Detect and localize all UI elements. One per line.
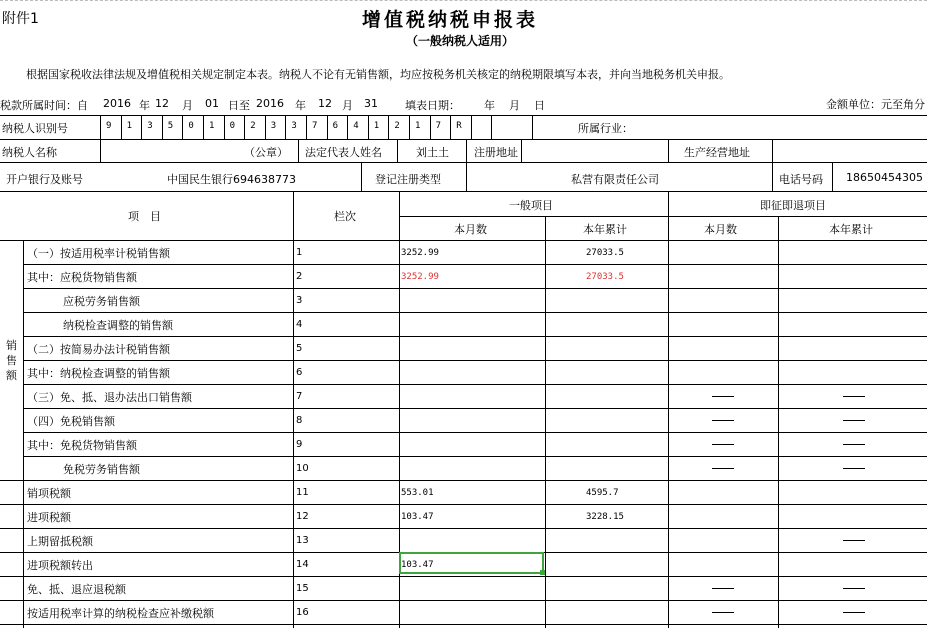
taxpayer-id-digit[interactable]: 9 [106,121,112,131]
grid-line [0,115,927,116]
row-line-no: 14 [296,559,309,570]
grid-line [0,576,927,577]
taxpayer-id-digit[interactable]: 2 [394,121,400,131]
taxpayer-id-digit[interactable]: 1 [126,121,133,131]
grid-line [668,139,669,162]
grid-line [0,528,927,529]
general-month-cell[interactable]: 3252.99 [401,248,439,258]
header-general-year: 本年累计 [583,223,627,236]
row-label: 销项税额 [27,487,71,500]
row-line-no: 3 [296,295,303,306]
general-month-cell[interactable]: 103.47 [401,560,434,570]
period-to-month[interactable]: 12 [318,97,332,110]
grid-line [491,115,492,139]
row-label: （一）按适用税率计税销售额 [27,247,170,260]
taxpayer-id-digit[interactable]: 0 [229,121,236,131]
grid-line [450,115,451,139]
grid-line [400,216,927,217]
grid-line [532,115,533,139]
biz-address-label: 生产经营地址 [684,146,750,159]
legal-rep-name[interactable]: 刘土土 [416,146,449,159]
row-line-no: 4 [296,319,303,330]
row-line-no: 1 [296,247,303,258]
row-label: 免、抵、退应退税额 [27,583,126,596]
row-label: 其中：纳税检查调整的销售额 [27,367,170,380]
grid-line [203,115,204,139]
taxpayer-id-digit[interactable]: 3 [147,121,153,131]
reg-address-label: 注册地址 [474,146,518,159]
na-dash [843,588,865,589]
header-refund-month: 本月数 [704,223,737,236]
taxpayer-name-label: 纳税人名称 [2,146,57,159]
grid-line [224,115,225,139]
header-line-no: 栏次 [334,210,356,223]
page-top-border [0,0,927,1]
taxpayer-id-digit[interactable]: R [456,121,462,131]
row-label: 免税劳务销售额 [63,463,140,476]
row-line-no: 16 [296,607,309,618]
bank-account-label: 开户银行及账号 [6,173,83,186]
grid-line [521,139,522,162]
row-label: 其中：应税货物销售额 [27,271,137,284]
grid-line [23,240,24,628]
form-subtitle: （一般纳税人适用） [406,34,515,48]
general-month-cell[interactable]: 103.47 [401,512,434,522]
month-unit: 月 [342,99,353,112]
fill-handle[interactable] [540,570,545,575]
row-label: 进项税额转出 [27,559,93,572]
grid-line [772,139,773,162]
form-title: 增值税纳税申报表 [362,9,539,31]
grid-line [0,624,927,625]
grid-line [244,115,245,139]
grid-line [23,288,927,289]
taxpayer-id-digit[interactable]: 1 [373,121,380,131]
period-from-year[interactable]: 2016 [103,97,131,110]
fill-month-unit: 月 [509,99,520,112]
grid-line [0,191,927,192]
na-dash [712,420,734,421]
na-dash [712,612,734,613]
row-line-no: 2 [296,271,303,282]
header-refund-year: 本年累计 [829,223,873,236]
na-dash [843,540,865,541]
fill-date-label: 填表日期： [405,99,460,112]
header-general: 一般项目 [509,199,553,212]
taxpayer-id-digit[interactable]: 7 [435,121,442,131]
section-divider [0,480,927,481]
grid-line [361,162,362,191]
period-to-year[interactable]: 2016 [256,97,284,110]
grid-line [306,115,307,139]
grid-line [368,115,369,139]
fill-day-unit: 日 [534,99,545,112]
period-label: 税款所属时间：自 [0,99,88,112]
na-dash [712,444,734,445]
bank-account-value[interactable]: 中国民生银行694638773 [167,173,296,186]
grid-line [23,312,927,313]
grid-line [327,115,328,139]
seal-label: （公章） [244,146,288,159]
grid-line [397,139,398,162]
fill-year-unit: 年 [484,99,495,112]
attachment-label: 附件1 [2,11,39,27]
row-line-no: 11 [296,487,309,498]
grid-line [0,240,927,241]
grid-line [0,162,927,163]
row-line-no: 5 [296,343,303,354]
industry-label: 所属行业： [578,122,633,135]
grid-line [23,408,927,409]
taxpayer-id-digit[interactable]: 0 [188,121,194,131]
grid-line [23,384,927,385]
na-dash [843,612,865,613]
grid-line [347,115,348,139]
grid-line [778,216,779,628]
row-label: （三）免、抵、退办法出口销售额 [27,391,192,404]
taxpayer-id-digit[interactable]: 3 [270,121,277,131]
grid-line [545,216,546,628]
taxpayer-id-digit[interactable]: 7 [312,121,318,131]
taxpayer-id-digit[interactable]: 3 [291,121,297,131]
taxpayer-id-digit[interactable]: 5 [167,121,174,131]
row-label: 按适用税率计算的纳税检查应补缴税额 [27,607,214,620]
period-from-month[interactable]: 12 [155,97,169,110]
phone-label: 电话号码 [779,173,823,186]
form-notice: 根据国家税收法律法规及增值税相关规定制定本表。纳税人不论有无销售额，均应按税务机关核定的纳税期限填写本表，并向当地税务机关申报。 [26,68,730,81]
grid-line [0,504,927,505]
day-to-unit: 日至 [228,99,250,112]
general-month-cell[interactable]: 553.01 [401,488,434,498]
grid-line [772,162,773,191]
taxpayer-id-digit[interactable]: 4 [353,121,359,131]
grid-line [409,115,410,139]
na-dash [843,420,865,421]
legal-rep-label: 法定代表人姓名 [305,146,382,159]
row-label: （四）免税销售额 [27,415,115,428]
grid-line [23,264,927,265]
month-unit: 月 [182,99,193,112]
taxpayer-id-label: 纳税人识别号 [2,122,68,135]
phone-value[interactable]: 18650454305 [846,171,923,184]
grid-line [430,115,431,139]
na-dash [843,468,865,469]
row-line-no: 13 [296,535,309,546]
row-label: 其中：免税货物销售额 [27,439,137,452]
row-line-no: 15 [296,583,309,594]
row-line-no: 12 [296,511,309,522]
grid-line [23,456,927,457]
general-year-cell[interactable]: 27033.5 [586,248,624,258]
grid-line [141,115,142,139]
grid-line [466,139,467,162]
grid-line [668,191,669,628]
row-label: （二）按简易办法计税销售额 [27,343,170,356]
row-label: 纳税检查调整的销售额 [63,319,173,332]
general-year-cell[interactable]: 3228.15 [586,512,624,522]
na-dash [712,588,734,589]
grid-line [265,115,266,139]
grid-line [23,336,927,337]
grid-line [285,115,286,139]
row-label: 进项税额 [27,511,71,524]
row-line-no: 7 [296,391,303,402]
period-from-day[interactable]: 01 [205,97,219,110]
grid-line [388,115,389,139]
row-label: 上期留抵税额 [27,535,93,548]
row-line-no: 10 [296,463,309,474]
row-line-no: 6 [296,367,303,378]
na-dash [843,396,865,397]
taxpayer-id-digit[interactable]: 6 [332,121,339,131]
taxpayer-id-digit[interactable]: 1 [209,121,215,131]
row-label: 应税劳务销售额 [63,295,140,308]
general-month-cell[interactable]: 3252.99 [401,272,439,282]
grid-line [121,115,122,139]
general-year-cell[interactable]: 4595.7 [586,488,619,498]
grid-line [832,162,833,191]
na-dash [843,444,865,445]
grid-line [23,360,927,361]
grid-line [466,162,467,191]
period-to-day[interactable]: 31 [364,97,378,110]
general-year-cell[interactable]: 27033.5 [586,272,624,282]
year-unit: 年 [295,99,306,112]
reg-type-value[interactable]: 私营有限责任公司 [571,173,659,186]
grid-line [182,115,183,139]
header-refund: 即征即退项目 [760,199,826,212]
taxpayer-id-digit[interactable]: 2 [250,121,256,131]
na-dash [712,468,734,469]
amount-unit: 金额单位：元至角分 [826,98,925,111]
grid-line [100,115,101,162]
header-item: 项 目 [128,210,161,223]
grid-line [162,115,163,139]
active-cell-selection[interactable] [399,552,544,574]
grid-line [23,432,927,433]
year-unit: 年 [139,99,150,112]
header-general-month: 本月数 [454,223,487,236]
taxpayer-id-digit[interactable]: 1 [415,121,421,131]
section-sales-label: 销售额 [6,339,17,382]
na-dash [712,396,734,397]
grid-line [298,139,299,162]
row-line-no: 8 [296,415,303,426]
grid-line [0,600,927,601]
grid-line [471,115,472,139]
grid-line [293,191,294,628]
reg-type-label: 登记注册类型 [375,173,441,186]
row-line-no: 9 [296,439,303,450]
grid-line [0,139,927,140]
